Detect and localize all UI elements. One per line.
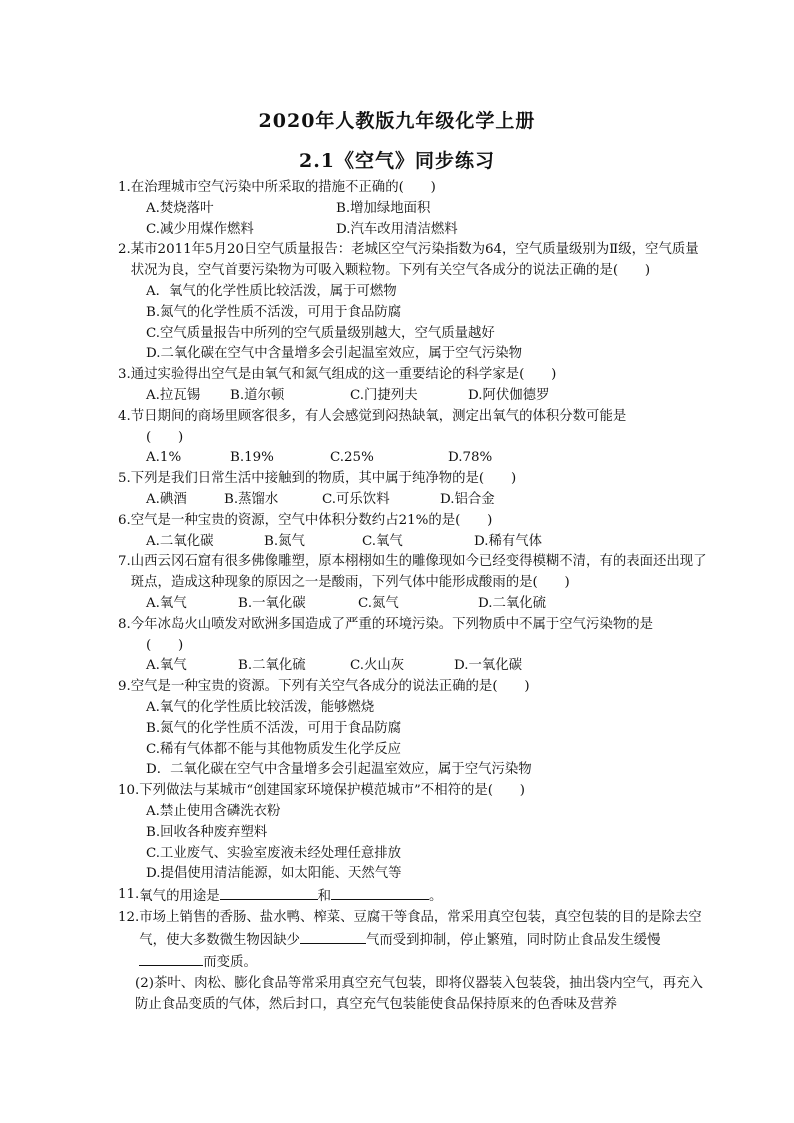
question-text: 空气是一种宝贵的资源。下列有关空气各成分的说法正确的是( ) <box>130 679 530 695</box>
question-text <box>139 908 708 974</box>
question-number: 10. <box>118 783 140 799</box>
option-d: D．二氧化碳在空气中含量增多会引起温室效应，属于空气污染物 <box>146 762 532 778</box>
option-b: B.氮气 <box>264 533 305 549</box>
question-text: 下列是我们日常生活中接触到的物质，其中属于纯净物的是( ) <box>130 471 517 487</box>
question-text: 通过实验得出空气是由氧气和氮气组成的这一重要结论的科学家是( ) <box>130 367 557 383</box>
option-a: A.焚烧落叶 <box>146 200 214 216</box>
option-b: B.氮气的化学性质不活泼，可用于食品防腐 <box>146 720 402 736</box>
answer-blank[interactable] <box>220 885 318 900</box>
option-b: B.蒸馏水 <box>224 491 279 507</box>
option-c: C.门捷列夫 <box>350 387 418 403</box>
option-a: A.拉瓦锡 <box>146 387 201 403</box>
question-2 <box>118 240 708 282</box>
option-a: A.禁止使用含磷洗衣粉 <box>146 803 281 819</box>
answer-blank[interactable] <box>331 885 429 900</box>
question-3 <box>118 365 708 386</box>
option-c: C.氧气 <box>362 533 403 549</box>
question-text-part1: 市场上销售的香肠、盐水鸭、榨菜、豆腐干等食品，常采用真空包装，真空包装的目的是除去空气，使大多数微生物因缺少 <box>139 909 702 948</box>
option-c: C.空气质量报告中所列的空气质量级别越大，空气质量越好 <box>146 325 495 341</box>
option-d: D.铝合金 <box>440 491 495 507</box>
answer-paren: ( ) <box>146 429 184 445</box>
options-row <box>118 386 708 407</box>
option-c: C.25% <box>330 450 374 466</box>
question-number: 1. <box>118 180 131 195</box>
question-text: 某市2011年5月20日空气质量报告：老城区空气污染指数为64，空气质量级别为Ⅱ级，空气质量状况为良，空气首要污染物为可吸入颗粒物。下列有关空气各成分的说法正确的是( ) <box>130 242 699 279</box>
question-12 <box>118 908 708 974</box>
options-row <box>118 490 708 511</box>
question-number: 6. <box>118 512 131 528</box>
option-c: C.可乐饮料 <box>322 491 390 507</box>
option-b: B.增加绿地面积 <box>336 200 431 216</box>
question-6 <box>118 511 708 532</box>
question-text: 山西云冈石窟有很多佛像雕塑，原本栩栩如生的雕像现如今已经变得模糊不清，有的表面还出现了斑点，造成这种现象的原因之一是酸雨，下列气体中能形成酸雨的是( ) <box>130 554 707 591</box>
answer-blank[interactable] <box>139 951 203 966</box>
question-text: 下列做法与某城市“创建国家环境保护模范城市”不相符的是( ) <box>139 783 525 799</box>
option-a: A．氧气的化学性质比较活泼，属于可燃物 <box>146 283 397 299</box>
question-10 <box>118 781 708 802</box>
question-1 <box>118 178 708 199</box>
option-a: A.二氧化碳 <box>146 533 214 549</box>
document-subtitle: 2.1《空气》同步练习 <box>298 150 496 172</box>
question-text-part2: 气而受到抑制，停止繁殖，同时防止食品发生缓慢 <box>365 932 661 948</box>
options-row <box>118 220 708 241</box>
question-text: 节日期间的商场里顾客很多，有人会感觉到闷热缺氧，测定出氧气的体积分数可能是 <box>130 408 627 424</box>
option-c: C.氮气 <box>358 595 399 611</box>
question-number: 4. <box>118 408 131 424</box>
option-a: A.氧气 <box>146 595 187 611</box>
answer-paren: ( ) <box>146 637 184 653</box>
option-d: D.提倡使用清洁能源，如太阳能、天然气等 <box>146 866 402 882</box>
options-row <box>118 594 708 615</box>
options-row <box>118 656 708 677</box>
question-text <box>139 885 708 908</box>
question-number: 9. <box>118 679 131 695</box>
option-c: C.减少用煤作燃料 <box>146 221 254 237</box>
question-5 <box>118 469 708 490</box>
question-number: 5. <box>118 471 131 487</box>
document-title: 2020年人教版九年级化学上册 <box>258 110 536 132</box>
option-d: D.二氧化硫 <box>478 595 547 611</box>
question-number: 7. <box>118 554 131 570</box>
question-12-part2: (2)茶叶、肉松、膨化食品等常采用真空充气包装，即将仪器装入包装袋，抽出袋内空气，再充入防止食品变质的气体，然后封口，真空充气包装能使食品保持原来的色香味及营养 <box>135 976 703 1013</box>
option-d: D.78% <box>448 450 493 466</box>
question-text: 空气是一种宝贵的资源，空气中体积分数约占21%的是( ) <box>130 512 493 528</box>
options-row <box>118 199 708 220</box>
question-number: 3. <box>118 367 131 383</box>
question-list <box>118 178 708 1016</box>
question-number: 2. <box>118 242 131 258</box>
option-b: B.19% <box>230 450 274 466</box>
question-7 <box>118 552 708 594</box>
option-b: B.一氧化碳 <box>238 595 306 611</box>
option-b: B.二氧化硫 <box>238 658 306 674</box>
option-d: D.一氧化碳 <box>454 658 523 674</box>
option-d: D.稀有气体 <box>474 533 543 549</box>
question-4 <box>118 407 708 428</box>
question-number: 8. <box>118 616 131 632</box>
question-text-part3: 而变质。 <box>203 955 257 971</box>
option-a: A.氧气 <box>146 658 187 674</box>
option-c: C.工业废气、实验室废液未经处理任意排放 <box>146 845 402 861</box>
option-c: C.稀有气体都不能与其他物质发生化学反应 <box>146 741 402 757</box>
question-text-end: 。 <box>429 889 443 905</box>
option-b: B.氮气的化学性质不活泼，可用于食品防腐 <box>146 304 402 320</box>
question-8 <box>118 615 708 636</box>
option-b: B.回收各种废弃塑料 <box>146 824 268 840</box>
question-11 <box>118 885 708 908</box>
question-9 <box>118 677 708 698</box>
option-d: D.阿伏伽德罗 <box>468 387 550 403</box>
option-a: A.1% <box>146 450 182 466</box>
question-number: 12. <box>118 909 140 925</box>
question-number: 11. <box>118 887 140 903</box>
option-d: D.二氧化碳在空气中含量增多会引起温室效应，属于空气污染物 <box>146 346 523 362</box>
question-text: 在治理城市空气污染中所采取的措施不正确的( ) <box>130 180 436 195</box>
question-text: 今年冰岛火山喷发对欧洲多国造成了严重的环境污染。下列物质中不属于空气污染物的是 <box>130 616 654 632</box>
option-a: A.碘酒 <box>146 491 187 507</box>
option-a: A.氧气的化学性质比较活泼，能够燃烧 <box>146 699 375 715</box>
question-text-start: 氧气的用途是 <box>139 889 220 905</box>
option-d: D.汽车改用清洁燃料 <box>336 221 458 237</box>
options-row <box>118 448 708 469</box>
answer-blank[interactable] <box>300 929 366 944</box>
option-c: C.火山灰 <box>350 658 405 674</box>
options-row <box>118 532 708 553</box>
question-text-mid: 和 <box>317 889 332 905</box>
option-b: B.道尔顿 <box>230 387 285 403</box>
